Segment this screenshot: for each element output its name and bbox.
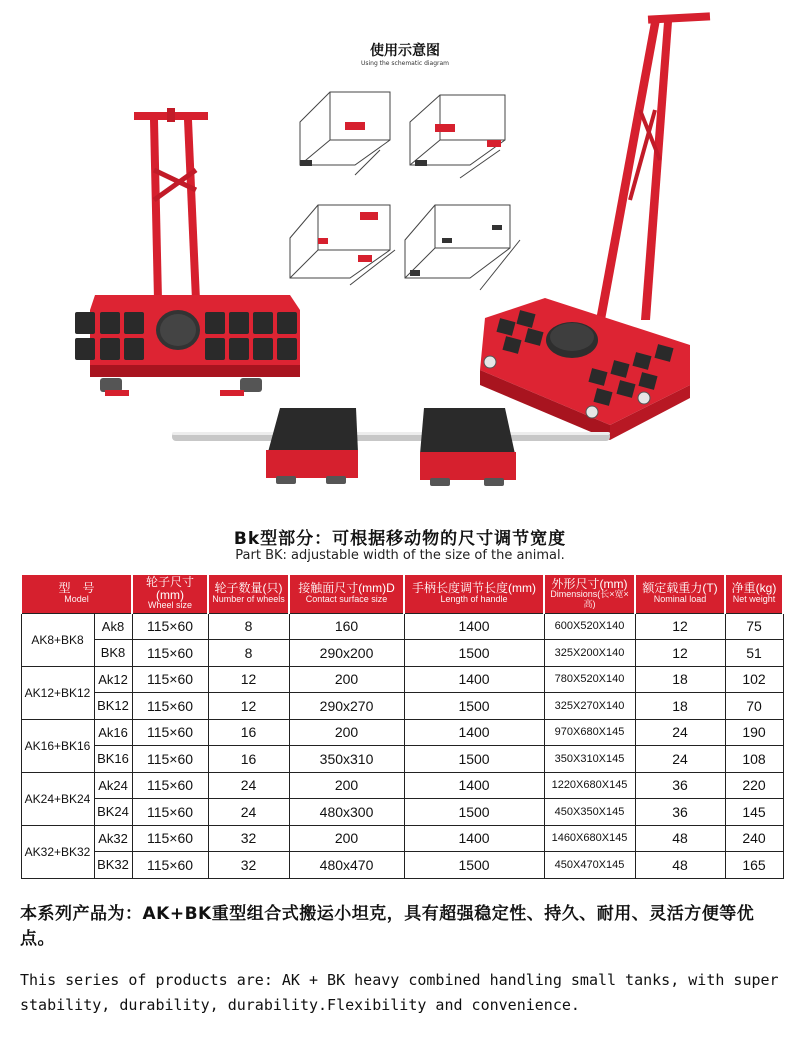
weight-cell: 70 — [725, 693, 783, 720]
dim-cell: 970X680X145 — [544, 719, 635, 746]
dim-cell: 600X520X140 — [544, 613, 635, 640]
weight-cell: 108 — [725, 746, 783, 773]
handle-cell: 1500 — [404, 693, 544, 720]
load-cell: 48 — [635, 852, 725, 879]
table-body — [21, 613, 783, 878]
column-header-zh: 型 号 — [58, 581, 95, 596]
column-header-en: Nominal load — [653, 593, 707, 604]
contact-cell: 350x310 — [289, 746, 404, 773]
wheel-cell: 115×60 — [132, 852, 208, 879]
table-row — [21, 666, 783, 693]
column-header-en: Wheel size — [148, 600, 193, 611]
count-cell: 24 — [208, 772, 289, 799]
model-group-cell: AK12+BK12 — [21, 666, 94, 719]
count-cell: 16 — [208, 719, 289, 746]
count-cell: 8 — [208, 613, 289, 640]
column-header-en: Model — [64, 593, 89, 604]
contact-cell: 200 — [289, 719, 404, 746]
column-header — [21, 575, 132, 613]
table-row — [21, 825, 783, 852]
count-cell: 24 — [208, 799, 289, 826]
model-cell: BK12 — [94, 693, 132, 720]
count-cell: 12 — [208, 693, 289, 720]
handle-cell: 1400 — [404, 666, 544, 693]
ak-roller-left-image — [75, 108, 300, 396]
ak-roller-right-image — [480, 12, 710, 440]
model-cell: BK24 — [94, 799, 132, 826]
model-cell: Ak12 — [94, 666, 132, 693]
model-group-cell: AK32+BK32 — [21, 825, 94, 878]
table-row — [21, 613, 783, 640]
table-row — [21, 852, 783, 879]
column-header — [289, 575, 404, 613]
spec-table — [20, 575, 784, 879]
column-header — [208, 575, 289, 613]
bk-roller-pair-image — [172, 408, 610, 486]
contact-cell: 480x300 — [289, 799, 404, 826]
table-header-row — [21, 575, 783, 613]
model-group-cell: AK8+BK8 — [21, 613, 94, 666]
load-cell: 36 — [635, 799, 725, 826]
load-cell: 18 — [635, 693, 725, 720]
handle-cell: 1500 — [404, 852, 544, 879]
table-row — [21, 799, 783, 826]
column-header — [725, 575, 783, 613]
column-header — [544, 575, 635, 613]
contact-cell: 290x270 — [289, 693, 404, 720]
model-cell: Ak8 — [94, 613, 132, 640]
count-cell: 16 — [208, 746, 289, 773]
column-header-zh: 轮子数量(只) — [214, 581, 283, 596]
column-header-zh: 外形尺寸(mm) — [551, 576, 628, 591]
table-row — [21, 640, 783, 667]
handle-cell: 1400 — [404, 772, 544, 799]
count-cell: 32 — [208, 852, 289, 879]
column-header — [404, 575, 544, 613]
contact-cell: 290x200 — [289, 640, 404, 667]
column-header-zh: 额定载重力(T) — [642, 581, 718, 596]
column-header — [132, 575, 208, 613]
table-row — [21, 719, 783, 746]
schematic-title: 使用示意图 — [370, 43, 440, 59]
model-cell: Ak24 — [94, 772, 132, 799]
schematic-diagrams — [290, 92, 520, 290]
column-header-en: Net weight — [732, 593, 776, 604]
load-cell: 12 — [635, 640, 725, 667]
weight-cell: 145 — [725, 799, 783, 826]
weight-cell: 220 — [725, 772, 783, 799]
load-cell: 36 — [635, 772, 725, 799]
handle-cell: 1400 — [404, 825, 544, 852]
weight-cell: 190 — [725, 719, 783, 746]
column-header-en: Dimensions(长×宽×高) — [550, 589, 629, 609]
dim-cell: 1220X680X145 — [544, 772, 635, 799]
section-title: Bk型部分：可根据移动物的尺寸调节宽度 — [233, 529, 567, 549]
column-header-zh: 轮子尺寸(mm) — [146, 575, 195, 602]
wheel-cell: 115×60 — [132, 799, 208, 826]
dim-cell: 1460X680X145 — [544, 825, 635, 852]
model-cell: BK32 — [94, 852, 132, 879]
contact-cell: 200 — [289, 666, 404, 693]
dim-cell: 325X270X140 — [544, 693, 635, 720]
wheel-cell: 115×60 — [132, 719, 208, 746]
dim-cell: 450X350X145 — [544, 799, 635, 826]
contact-cell: 200 — [289, 772, 404, 799]
handle-cell: 1500 — [404, 799, 544, 826]
contact-cell: 200 — [289, 825, 404, 852]
wheel-cell: 115×60 — [132, 666, 208, 693]
wheel-cell: 115×60 — [132, 772, 208, 799]
weight-cell: 102 — [725, 666, 783, 693]
wheel-cell: 115×60 — [132, 693, 208, 720]
count-cell: 32 — [208, 825, 289, 852]
column-header-en: Contact surface size — [305, 593, 388, 604]
load-cell: 12 — [635, 613, 725, 640]
dim-cell: 450X470X145 — [544, 852, 635, 879]
handle-cell: 1400 — [404, 613, 544, 640]
section-subtitle: Part BK: adjustable width of the size of the animal. — [235, 548, 565, 563]
column-header-zh: 接触面尺寸(mm)D — [298, 581, 395, 596]
description-chinese: 本系列产品为：AK+BK重型组合式搬运小坦克，具有超强稳定性、持久、耐用、灵活方便等优点。 — [20, 904, 755, 949]
handle-cell: 1500 — [404, 746, 544, 773]
weight-cell: 75 — [725, 613, 783, 640]
table-row — [21, 746, 783, 773]
schematic-subtitle: Using the schematic diagram — [360, 60, 450, 67]
count-cell: 12 — [208, 666, 289, 693]
load-cell: 24 — [635, 719, 725, 746]
dim-cell: 350X310X145 — [544, 746, 635, 773]
model-group-cell: AK16+BK16 — [21, 719, 94, 772]
model-cell: BK8 — [94, 640, 132, 667]
weight-cell: 165 — [725, 852, 783, 879]
weight-cell: 51 — [725, 640, 783, 667]
load-cell: 24 — [635, 746, 725, 773]
wheel-cell: 115×60 — [132, 746, 208, 773]
contact-cell: 480x470 — [289, 852, 404, 879]
model-cell: Ak16 — [94, 719, 132, 746]
wheel-cell: 115×60 — [132, 640, 208, 667]
column-header-zh: 净重(kg) — [731, 581, 777, 596]
column-header-en: Number of wheels — [212, 593, 285, 604]
table-row — [21, 693, 783, 720]
product-photo-svg — [0, 0, 800, 500]
wheel-cell: 115×60 — [132, 613, 208, 640]
count-cell: 8 — [208, 640, 289, 667]
dim-cell: 780X520X140 — [544, 666, 635, 693]
handle-cell: 1500 — [404, 640, 544, 667]
load-cell: 48 — [635, 825, 725, 852]
dim-cell: 325X200X140 — [544, 640, 635, 667]
model-cell: Ak32 — [94, 825, 132, 852]
product-illustrations — [0, 0, 800, 500]
column-header-en: Length of handle — [440, 593, 508, 604]
handle-cell: 1400 — [404, 719, 544, 746]
weight-cell: 240 — [725, 825, 783, 852]
model-cell: BK16 — [94, 746, 132, 773]
load-cell: 18 — [635, 666, 725, 693]
contact-cell: 160 — [289, 613, 404, 640]
description-english: This series of products are: AK + BK heavy combined handling small tanks, with super stability, durability, durability.Flexibility and convenience. — [20, 971, 779, 1014]
wheel-cell: 115×60 — [132, 825, 208, 852]
column-header — [635, 575, 725, 613]
table-row — [21, 772, 783, 799]
column-header-zh: 手柄长度调节长度(mm) — [412, 581, 537, 596]
model-group-cell: AK24+BK24 — [21, 772, 94, 825]
